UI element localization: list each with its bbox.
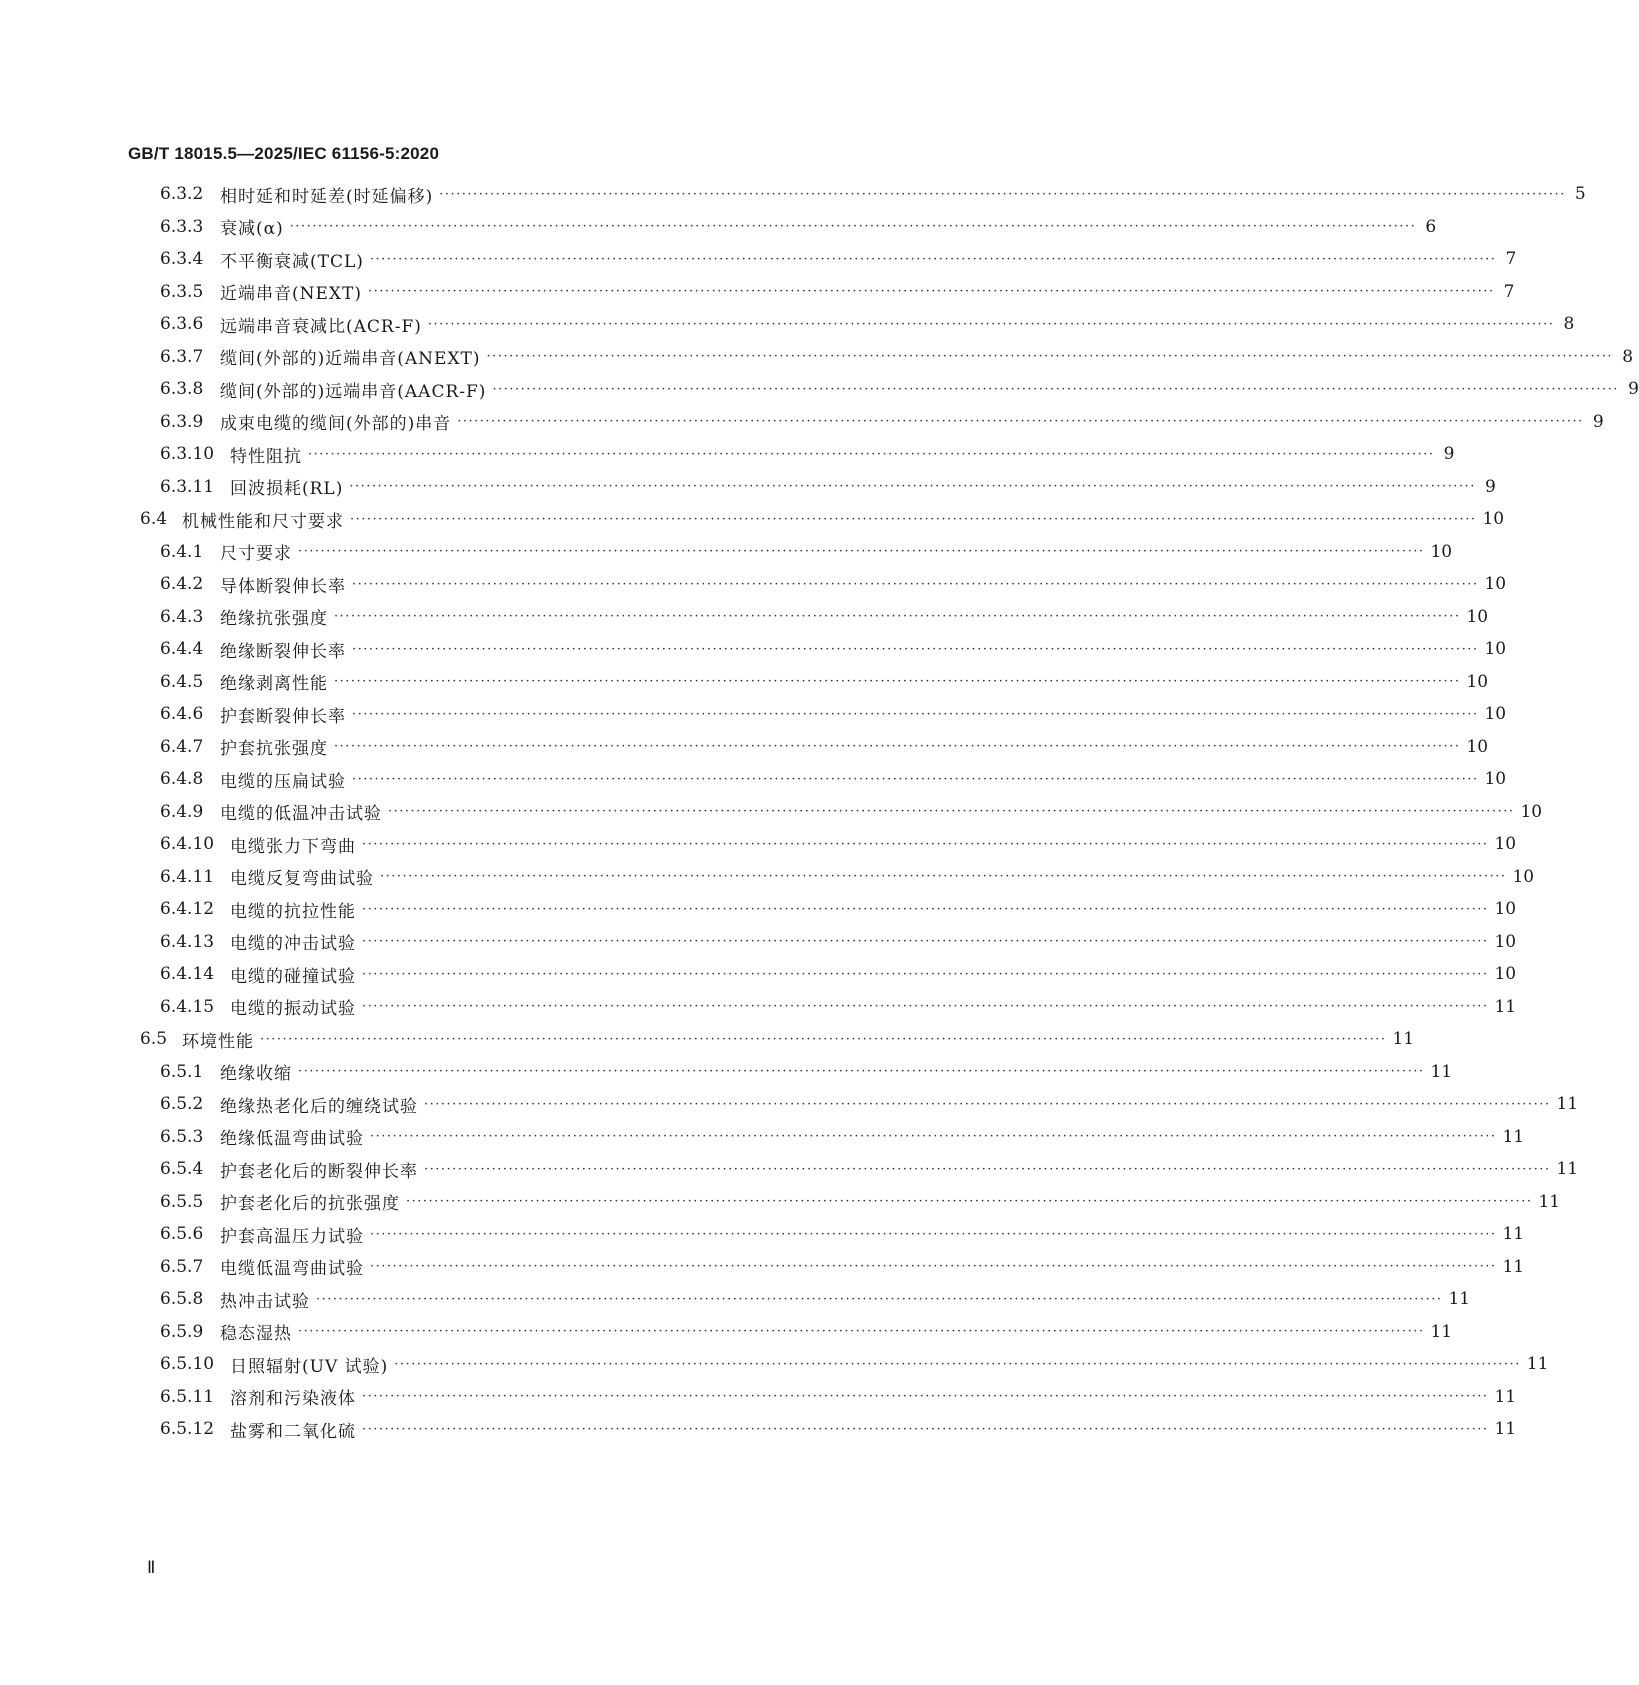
- toc-entry[interactable]: [160, 345, 1634, 369]
- toc-entry-number: 6.4.14: [160, 964, 215, 984]
- toc-entry-page: 11: [1430, 1321, 1453, 1342]
- toc-entry-page: 9: [1485, 476, 1496, 497]
- toc-leader-dots: ········································································································································································································: [380, 869, 1507, 884]
- toc-entry[interactable]: [160, 215, 1437, 239]
- toc-entry[interactable]: [160, 475, 1496, 499]
- toc-entry[interactable]: [160, 1320, 1453, 1344]
- toc-entry-number: 6.3.2: [160, 184, 204, 204]
- toc-entry-number: 6.5.4: [160, 1159, 204, 1179]
- toc-entry-page: 10: [1466, 671, 1489, 692]
- toc-entry-number: 6.3.5: [160, 281, 204, 302]
- toc-entry-number: 6.3.3: [160, 216, 204, 237]
- toc-entry[interactable]: [160, 1352, 1549, 1377]
- toc-entry-number: 6.4.12: [160, 899, 215, 919]
- toc-entry-title: 电缆的振动试验: [230, 999, 356, 1019]
- toc-leader-dots: ········································································································································································································: [298, 1324, 1425, 1339]
- toc-entry-title: 电缆的抗拉性能: [230, 901, 356, 922]
- toc-entry-title: 相时延和时延差(时延偏移): [220, 186, 434, 207]
- toc-entry-number: 6.4.11: [160, 866, 215, 887]
- toc-entry-number: 6.5.5: [160, 1191, 204, 1212]
- toc-entry-page: 11: [1502, 1256, 1525, 1277]
- toc-entry-page: 9: [1443, 444, 1455, 464]
- toc-entry-number: 6.4.6: [160, 704, 204, 724]
- toc-entry-page: 5: [1574, 184, 1586, 204]
- toc-entry-title: 电缆的压扁试验: [220, 771, 346, 792]
- toc-leader-dots: ········································································································································································································: [424, 1096, 1551, 1112]
- toc-entry[interactable]: [160, 1190, 1561, 1214]
- toc-entry[interactable]: [160, 1222, 1525, 1247]
- toc-entry-page: 10: [1482, 509, 1505, 529]
- toc-leader-dots: ········································································································································································································: [260, 1031, 1387, 1047]
- toc-entry-number: 6.5.8: [160, 1289, 204, 1309]
- toc-leader-dots: ········································································································································································································: [298, 1064, 1425, 1079]
- toc-entry-number: 6.4.8: [160, 769, 204, 789]
- toc-leader-dots: ········································································································································································································: [334, 674, 1461, 689]
- toc-entry[interactable]: [160, 1060, 1453, 1084]
- toc-entry-title: 衰减(α): [220, 219, 284, 239]
- toc-entry-number: 6.5.9: [160, 1321, 204, 1342]
- toc-entry-page: 11: [1538, 1191, 1561, 1212]
- toc-entry-page: 6: [1425, 216, 1437, 237]
- toc-entry-title: 近端串音(NEXT): [220, 284, 362, 304]
- toc-entry[interactable]: [160, 865, 1535, 889]
- toc-leader-dots: ········································································································································································································: [352, 576, 1479, 592]
- toc-entry[interactable]: [160, 540, 1453, 564]
- toc-leader-dots: ········································································································································································································: [457, 414, 1584, 429]
- toc-entry-page: 11: [1526, 1354, 1549, 1374]
- toc-entry-number: 6.4.5: [160, 671, 204, 692]
- toc-entry-number: 6.4.13: [160, 931, 215, 952]
- toc-leader-dots: ········································································································································································································: [424, 1161, 1551, 1177]
- toc-entry-title: 绝缘剥离性能: [220, 674, 328, 694]
- toc-entry[interactable]: [160, 1385, 1517, 1409]
- toc-entry-number: 6.3.11: [160, 476, 215, 497]
- toc-leader-dots: ········································································································································································································: [298, 544, 1425, 559]
- toc-entry-title: 远端串音衰减比(ACR-F): [220, 316, 422, 337]
- toc-leader-dots: ········································································································································································································: [486, 349, 1614, 364]
- toc-entry[interactable]: [160, 442, 1455, 467]
- toc-leader-dots: ········································································································································································································: [362, 1389, 1489, 1404]
- toc-entry-title: 护套老化后的抗张强度: [220, 1194, 400, 1214]
- toc-entry-title: 电缆低温弯曲试验: [220, 1259, 364, 1279]
- toc-leader-dots: ········································································································································································································: [368, 284, 1495, 299]
- toc-entry[interactable]: [160, 995, 1517, 1019]
- toc-entry-number: 6.4.10: [160, 834, 215, 854]
- toc-entry-title: 绝缘低温弯曲试验: [220, 1129, 364, 1149]
- toc-leader-dots: ········································································································································································································: [362, 901, 1489, 917]
- toc-entry-title: 溶剂和污染液体: [230, 1389, 356, 1409]
- toc-entry-page: 10: [1494, 931, 1517, 952]
- toc-entry-title: 绝缘热老化后的缠绕试验: [220, 1096, 418, 1117]
- toc-entry[interactable]: [160, 247, 1517, 272]
- toc-leader-dots: ········································································································································································································: [352, 641, 1479, 657]
- toc-entry-title: 护套抗张强度: [220, 739, 328, 759]
- toc-entry-page: 10: [1494, 899, 1517, 919]
- toc-entry[interactable]: [160, 410, 1604, 434]
- toc-entry-page: 11: [1494, 1419, 1517, 1439]
- toc-entry-number: 6.5.2: [160, 1094, 204, 1114]
- toc-entry-page: 10: [1466, 736, 1489, 757]
- toc-entry-page: 10: [1430, 541, 1453, 562]
- toc-entry[interactable]: [160, 637, 1507, 662]
- toc-entry-number: 6.3.8: [160, 379, 204, 399]
- toc-entry-title: 护套老化后的断裂伸长率: [220, 1161, 418, 1182]
- toc-leader-dots: ········································································································································································································: [492, 381, 1619, 397]
- toc-entry-title: 缆间(外部的)近端串音(ANEXT): [220, 349, 481, 369]
- toc-entry-page: 8: [1563, 314, 1575, 334]
- toc-entry-number: 6.3.7: [160, 346, 204, 367]
- toc-leader-dots: ········································································································································································································: [427, 316, 1555, 332]
- toc-entry-page: 10: [1484, 769, 1507, 789]
- toc-entry[interactable]: [160, 182, 1586, 207]
- toc-leader-dots: ········································································································································································································: [394, 1356, 1521, 1372]
- toc-leader-dots: ········································································································································································································: [352, 771, 1479, 787]
- toc-entry-page: 8: [1622, 346, 1634, 367]
- toc-leader-dots: ········································································································································································································: [370, 1259, 1497, 1274]
- toc-leader-dots: ········································································································································································································: [362, 1421, 1489, 1437]
- toc-entry-title: 回波损耗(RL): [230, 479, 344, 499]
- toc-entry-title: 环境性能: [182, 1031, 254, 1052]
- toc-entry-title: 日照辐射(UV 试验): [230, 1356, 389, 1377]
- toc-entry[interactable]: [160, 670, 1489, 694]
- toc-entry[interactable]: [160, 735, 1489, 759]
- toc-leader-dots: ········································································································································································································: [406, 1194, 1533, 1209]
- toc-entry-title: 稳态湿热: [220, 1324, 292, 1344]
- toc-entry[interactable]: [160, 377, 1639, 402]
- toc-entry-title: 电缆的冲击试验: [230, 934, 356, 954]
- toc-entry[interactable]: [160, 1157, 1579, 1182]
- toc-entry-page: 10: [1466, 606, 1489, 627]
- toc-entry[interactable]: [160, 832, 1517, 857]
- toc-entry-number: 6.4.2: [160, 574, 204, 594]
- toc-entry[interactable]: [160, 280, 1515, 304]
- toc-leader-dots: ········································································································································································································: [388, 804, 1515, 819]
- toc-leader-dots: ········································································································································································································: [316, 1291, 1443, 1307]
- toc-entry-page: 11: [1502, 1224, 1525, 1244]
- toc-entry-page: 11: [1494, 1386, 1517, 1407]
- toc-entry-number: 6.4.3: [160, 606, 204, 627]
- toc-entry[interactable]: [160, 930, 1517, 954]
- toc-entry-title: 导体断裂伸长率: [220, 576, 346, 597]
- toc-leader-dots: ········································································································································································································: [350, 511, 1477, 527]
- toc-entry[interactable]: [160, 1092, 1579, 1117]
- toc-entry-page: 11: [1502, 1126, 1525, 1147]
- toc-leader-dots: ········································································································································································································: [362, 999, 1489, 1014]
- toc-entry-title: 护套断裂伸长率: [220, 706, 346, 727]
- toc-entry[interactable]: [160, 605, 1489, 629]
- toc-entry-page: 11: [1392, 1029, 1415, 1049]
- toc-entry-number: 6.5.10: [160, 1354, 215, 1374]
- toc-entry-title: 成束电缆的缆间(外部的)串音: [220, 414, 452, 434]
- toc-leader-dots: ········································································································································································································: [334, 609, 1461, 624]
- toc-entry-page: 11: [1430, 1061, 1453, 1082]
- toc-entry-title: 缆间(外部的)远端串音(AACR-F): [220, 381, 487, 402]
- toc-entry-title: 绝缘抗张强度: [220, 609, 328, 629]
- toc-entry-page: 7: [1505, 249, 1517, 269]
- toc-entry-page: 9: [1592, 411, 1604, 432]
- toc-entry-number: 6.3.4: [160, 249, 204, 269]
- toc-entry-title: 热冲击试验: [220, 1291, 310, 1312]
- toc-entry-title: 电缆张力下弯曲: [230, 836, 356, 857]
- toc-entry-title: 绝缘断裂伸长率: [220, 641, 346, 662]
- toc-entry-title: 电缆反复弯曲试验: [230, 869, 374, 889]
- toc-entry-page: 11: [1556, 1094, 1579, 1114]
- toc-leader-dots: ········································································································································································································: [362, 836, 1489, 852]
- toc-leader-dots: ········································································································································································································: [308, 446, 1435, 462]
- toc-entry[interactable]: [160, 1255, 1525, 1279]
- toc-entry-page: 11: [1556, 1159, 1579, 1179]
- toc-entry[interactable]: [160, 962, 1517, 987]
- toc-entry-number: 6.3.10: [160, 444, 215, 464]
- toc-entry-number: 6.3.6: [160, 314, 204, 334]
- toc-entry-page: 10: [1484, 704, 1507, 724]
- toc-entry-title: 不平衡衰减(TCL): [220, 251, 364, 272]
- toc-entry[interactable]: [140, 507, 1505, 532]
- toc-entry[interactable]: [160, 1287, 1471, 1312]
- toc-entry-title: 机械性能和尺寸要求: [182, 511, 344, 532]
- toc-entry-number: 6.4.1: [160, 541, 204, 562]
- toc-entry[interactable]: [160, 702, 1507, 727]
- toc-entry-number: 6.5.12: [160, 1419, 215, 1439]
- toc-entry[interactable]: [160, 767, 1507, 792]
- toc-entry-page: 11: [1494, 996, 1517, 1017]
- toc-entry[interactable]: [160, 800, 1543, 824]
- toc-entry[interactable]: [160, 1125, 1525, 1149]
- toc-entry-title: 电缆的碰撞试验: [230, 966, 356, 987]
- toc-leader-dots: ········································································································································································································: [349, 479, 1476, 494]
- toc-entry[interactable]: [160, 1417, 1517, 1442]
- toc-entry[interactable]: [160, 897, 1517, 922]
- toc-entry-number: 6.5.1: [160, 1061, 204, 1082]
- toc-leader-dots: ········································································································································································································: [362, 966, 1489, 982]
- toc-entry[interactable]: [140, 1027, 1415, 1052]
- toc-leader-dots: ········································································································································································································: [289, 219, 1417, 234]
- toc-entry-number: 6.5.7: [160, 1256, 204, 1277]
- standard-header: GB/T 18015.5—2025/IEC 61156-5:2020: [128, 144, 440, 163]
- toc-entry-number: 6.4.7: [160, 736, 204, 757]
- toc-entry-title: 电缆的低温冲击试验: [220, 804, 382, 824]
- toc-entry-page: 9: [1628, 379, 1639, 399]
- toc-entry-number: 6.4.9: [160, 801, 204, 822]
- toc-leader-dots: ········································································································································································································: [362, 934, 1489, 949]
- toc-entry-number: 6.4: [140, 509, 168, 529]
- toc-entry-number: 6.4.15: [160, 996, 215, 1017]
- toc-entry-title: 特性阻抗: [230, 446, 302, 467]
- toc-leader-dots: ········································································································································································································: [439, 186, 1566, 202]
- toc-entry-number: 6.5.11: [160, 1386, 215, 1407]
- toc-entry-number: 6.5.3: [160, 1126, 204, 1147]
- toc-entry-page: 10: [1484, 574, 1507, 594]
- page-number: Ⅱ: [147, 1558, 156, 1577]
- toc-entry-page: 7: [1503, 281, 1515, 302]
- toc-entry-title: 绝缘收缩: [220, 1064, 292, 1084]
- toc-entry-title: 尺寸要求: [220, 544, 292, 564]
- toc-entry-number: 6.5: [140, 1029, 168, 1049]
- toc-entry-number: 6.5.6: [160, 1224, 204, 1244]
- toc-leader-dots: ········································································································································································································: [352, 706, 1479, 722]
- toc-entry[interactable]: [160, 312, 1575, 337]
- toc-entry-page: 10: [1494, 834, 1517, 854]
- toc-entry-page: 11: [1448, 1289, 1471, 1309]
- toc-entry-page: 10: [1484, 639, 1507, 659]
- toc-leader-dots: ········································································································································································································: [334, 739, 1461, 754]
- toc-entry-title: 盐雾和二氧化硫: [230, 1421, 356, 1442]
- toc-leader-dots: ········································································································································································································: [369, 251, 1497, 267]
- toc-leader-dots: ········································································································································································································: [370, 1226, 1497, 1242]
- toc-entry[interactable]: [160, 572, 1507, 597]
- toc-entry-number: 6.3.9: [160, 411, 204, 432]
- toc-leader-dots: ········································································································································································································: [370, 1129, 1497, 1144]
- toc-entry-number: 6.4.4: [160, 639, 204, 659]
- toc-entry-page: 10: [1512, 866, 1535, 887]
- toc-entry-page: 10: [1494, 964, 1517, 984]
- toc-entry-page: 10: [1520, 801, 1543, 822]
- toc-entry-title: 护套高温压力试验: [220, 1226, 364, 1247]
